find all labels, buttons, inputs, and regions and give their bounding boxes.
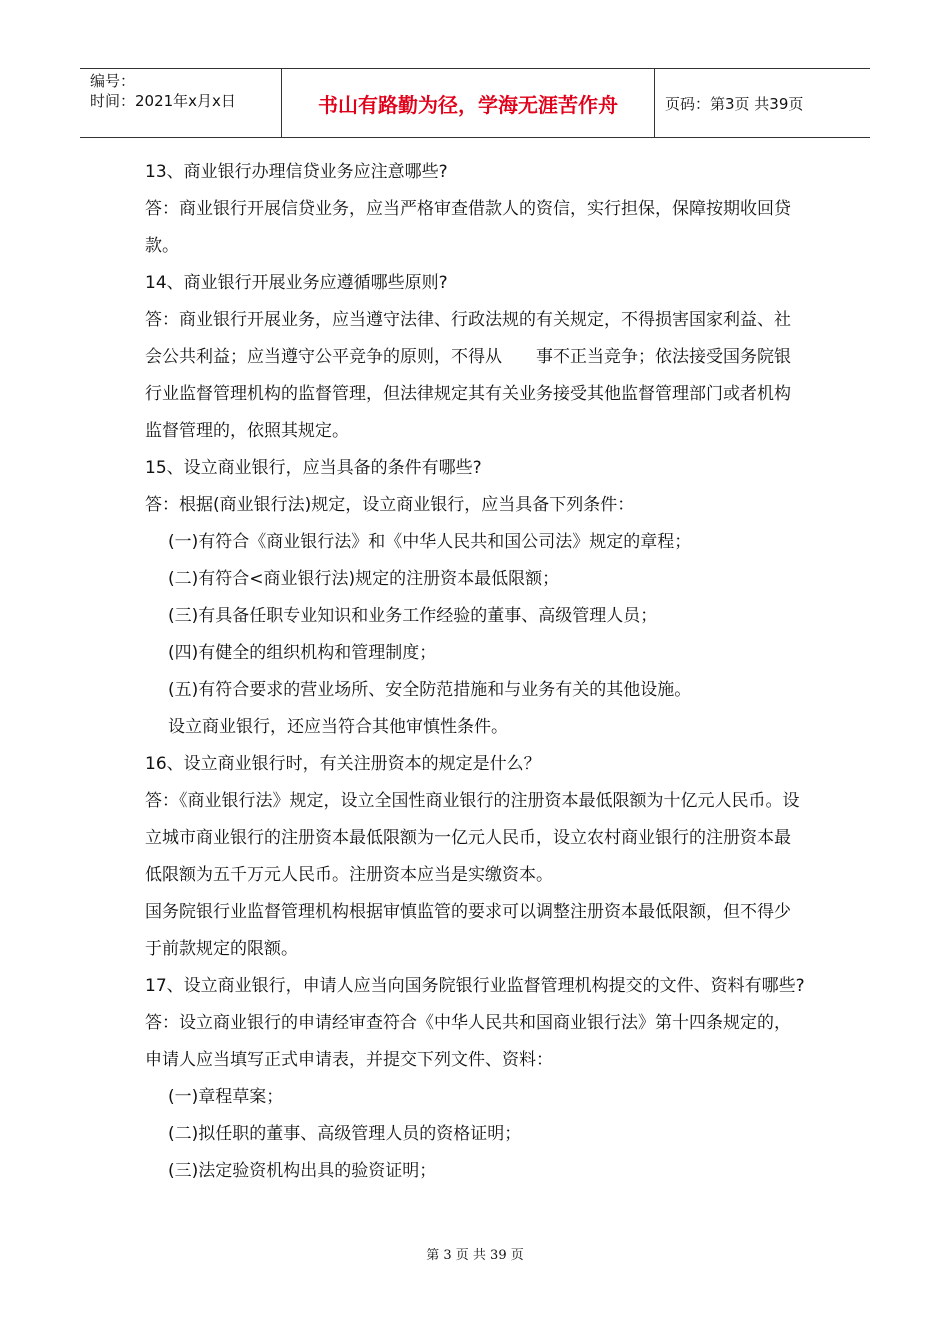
- paragraph: 答：商业银行开展业务，应当遵守法律、行政法规的有关规定，不得损害国家利益、社会公共利益；应当遵守公平竞争的原则，不得从 事不正当竞争；依法接受国务院银行业监督管理机构的监督管理，但法律规定其有关业务接受其他监督管理部门或者机构监督管理的，依照其规定。: [145, 310, 791, 441]
- time-label: 时间：2021年x月x日: [90, 92, 236, 110]
- paragraph: (五)有符合要求的营业场所、安全防范措施和与业务有关的其他设施。: [168, 680, 692, 700]
- paragraph: (二)有符合<商业银行法)规定的注册资本最低限额；: [168, 569, 560, 589]
- paragraph: (一)章程草案；: [168, 1087, 284, 1107]
- motto: 书山有路勤为径，学海无涯苦作舟: [282, 69, 655, 137]
- paragraph: 答：根据(商业银行法)规定，设立商业银行，应当具备下列条件：: [145, 495, 635, 515]
- header-table: [80, 68, 870, 138]
- paragraph: 15、设立商业银行，应当具备的条件有哪些?: [145, 458, 482, 478]
- paragraph: 答：商业银行开展信贷业务，应当严格审查借款人的资信，实行担保，保障按期收回贷款。: [145, 199, 791, 256]
- paragraph: 答：《商业银行法》规定，设立全国性商业银行的注册资本最低限额为十亿元人民币。设立城市商业银行的注册资本最低限额为一亿元人民币，设立农村商业银行的注册资本最低限额为五千万元人民币。注册资本应当是实缴资本。: [145, 791, 800, 885]
- paragraph: 16、设立商业银行时，有关注册资本的规定是什么？: [145, 754, 541, 774]
- paragraph: 17、设立商业银行，申请人应当向国务院银行业监督管理机构提交的文件、资料有哪些?: [145, 976, 805, 996]
- paragraph: (三)有具备任职专业知识和业务工作经验的董事、高级管理人员；: [168, 606, 658, 626]
- paragraph: (二)拟任职的董事、高级管理人员的资格证明；: [168, 1124, 522, 1144]
- number-label: 编号：: [90, 72, 136, 90]
- header-right-cell: [655, 69, 870, 137]
- paragraph: 设立商业银行，还应当符合其他审慎性条件。: [168, 717, 508, 737]
- paragraph: 国务院银行业监督管理机构根据审慎监管的要求可以调整注册资本最低限额，但不得少于前款规定的限额。: [145, 902, 791, 959]
- paragraph: 13、商业银行办理信贷业务应注意哪些?: [145, 162, 448, 182]
- page-label: 页码：第3页 共39页: [665, 94, 804, 113]
- paragraph: 14、商业银行开展业务应遵循哪些原则?: [145, 273, 448, 293]
- paragraph: (三)法定验资机构出具的验资证明；: [168, 1161, 437, 1181]
- paragraph: (四)有健全的组织机构和管理制度；: [168, 643, 437, 663]
- paragraph: 答：设立商业银行的申请经审查符合《中华人民共和国商业银行法》第十四条规定的，申请人应当填写正式申请表，并提交下列文件、资料：: [145, 1013, 791, 1070]
- page-footer: 第 3 页 共 39 页: [426, 1248, 524, 1263]
- paragraph: (一)有符合《商业银行法》和《中华人民共和国公司法》规定的章程；: [168, 532, 692, 552]
- document-body: [145, 154, 805, 1190]
- header-left-cell: [80, 69, 282, 137]
